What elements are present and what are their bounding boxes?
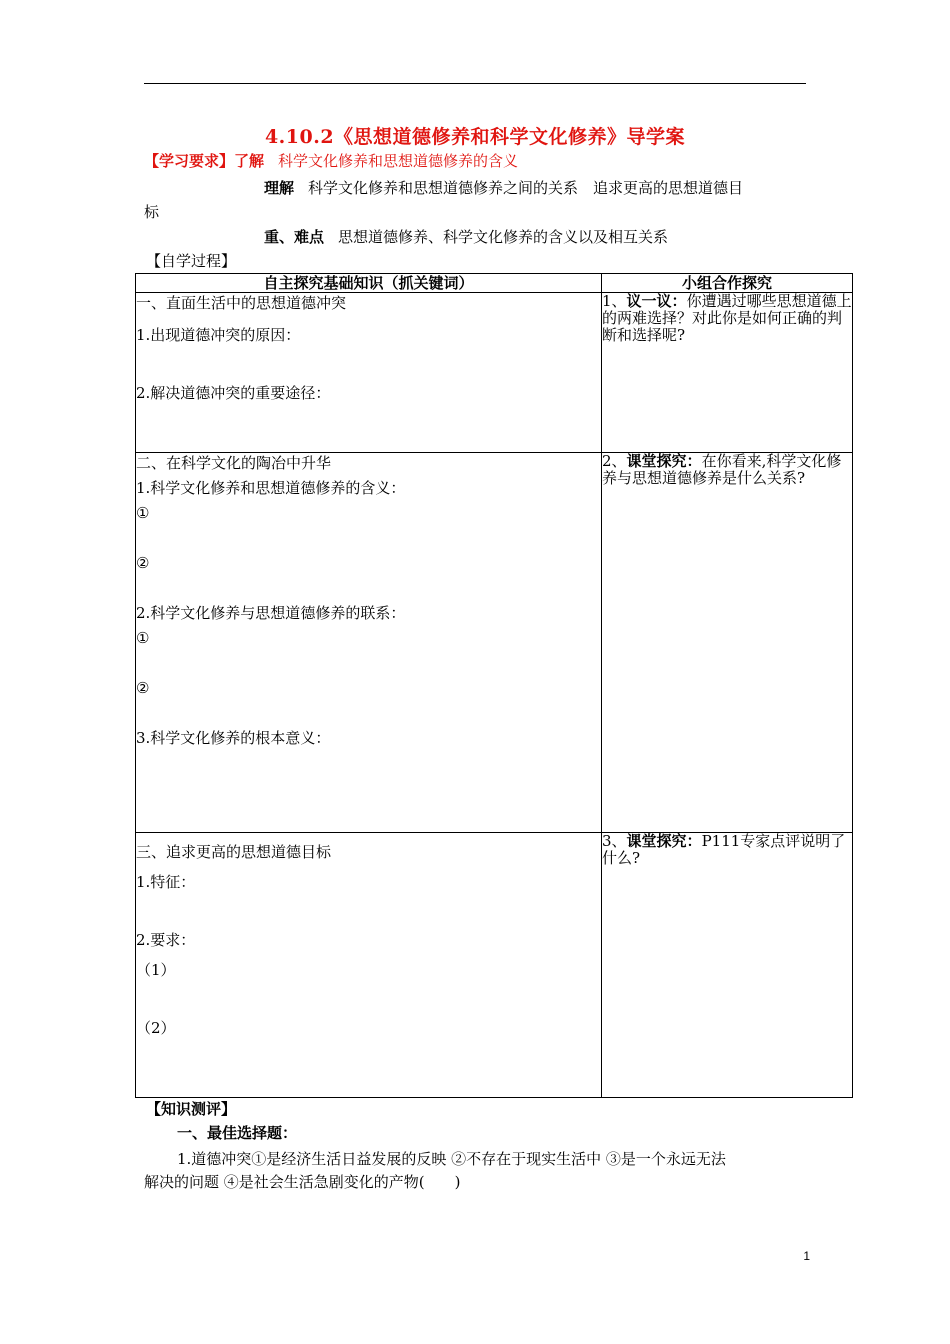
row2-item2-a: ① xyxy=(136,629,150,647)
row2-right-bold: 课堂探究： xyxy=(626,452,702,470)
table-row xyxy=(136,453,853,833)
keypoint-content: 思想道德修养、科学文化修养的含义以及相互关系 xyxy=(338,228,669,246)
row1-right-cell xyxy=(602,293,853,453)
row3-right-bold: 课堂探究： xyxy=(626,832,702,850)
row2-right-cell xyxy=(602,453,853,833)
page-number: 1 xyxy=(803,1249,810,1263)
row3-right-text: P111专家点评说明了什么? xyxy=(602,832,846,867)
row1-right-prefix: 1、 xyxy=(602,292,627,310)
table-row xyxy=(136,293,853,453)
row3-item2-b: （2） xyxy=(136,1019,176,1037)
self-study-label: 【自学过程】 xyxy=(146,252,237,270)
question-1-line-1: 1.道德冲突①是经济生活日益发展的反映 ②不存在于现实生活中 ③是一个永远无法 xyxy=(177,1150,726,1168)
row2-right-text: 在你看来,科学文化修养与思想道德修养是什么关系? xyxy=(602,452,842,487)
table-header-row xyxy=(136,274,853,293)
table-row xyxy=(136,833,853,1098)
row2-item1-a: ① xyxy=(136,504,150,522)
row3-right-prefix: 3、 xyxy=(602,832,627,850)
row2-item2: 2.科学文化修养与思想道德修养的联系： xyxy=(136,604,406,622)
requirements-content: 科学文化修养和思想道德修养的含义 xyxy=(278,152,519,170)
row1-item1: 1.出现道德冲突的原因： xyxy=(136,326,301,344)
row1-right-bold: 议一议： xyxy=(626,292,687,310)
assessment-section: 一、最佳选择题： xyxy=(177,1124,298,1142)
row3-right-cell xyxy=(602,833,853,1098)
page-title: 4.10.2《思想道德修养和科学文化修养》导学案 xyxy=(264,126,686,148)
keypoint-label: 重、难点 xyxy=(264,228,325,246)
learning-requirements-line xyxy=(144,150,518,172)
question-1-line-2: 解决的问题 ④是社会生活急剧变化的产物( ) xyxy=(144,1173,461,1191)
row3-item1: 1.特征： xyxy=(136,873,196,891)
requirements-label: 【学习要求】了解 xyxy=(144,152,265,170)
comprehend-content: 科学文化修养和思想道德修养之间的关系 追求更高的思想道德目 xyxy=(308,179,744,197)
row2-item2-b: ② xyxy=(136,679,150,697)
row2-item3: 3.科学文化修养的根本意义： xyxy=(136,729,331,747)
header-rule xyxy=(144,83,806,84)
comprehend-wrap: 标 xyxy=(144,203,160,221)
row3-left-cell xyxy=(136,833,602,1098)
row2-item1: 1.科学文化修养和思想道德修养的含义： xyxy=(136,479,406,497)
row3-item2-a: （1） xyxy=(136,961,176,979)
assessment-label: 【知识测评】 xyxy=(146,1100,237,1118)
row2-item1-b: ② xyxy=(136,554,150,572)
comprehend-line xyxy=(264,177,743,199)
study-table xyxy=(135,273,853,1098)
row1-right-text: 你遭遇过哪些思想道德上的两难选择？对此你是如何正确的判断和选择呢? xyxy=(602,292,852,344)
header-group-study: 小组合作探究 xyxy=(602,274,853,293)
row2-left-cell xyxy=(136,453,602,833)
row1-item2: 2.解决道德冲突的重要途径： xyxy=(136,384,331,402)
comprehend-label: 理解 xyxy=(264,179,295,197)
row3-item2: 2.要求： xyxy=(136,931,196,949)
row1-heading: 一、直面生活中的思想道德冲突 xyxy=(136,294,347,312)
keypoint-line xyxy=(264,226,668,248)
header-self-study: 自主探究基础知识（抓关键词） xyxy=(136,274,602,293)
row2-heading: 二、在科学文化的陶冶中升华 xyxy=(136,454,332,472)
row1-left-cell xyxy=(136,293,602,453)
row3-heading: 三、追求更高的思想道德目标 xyxy=(136,843,332,861)
row2-right-prefix: 2、 xyxy=(602,452,627,470)
